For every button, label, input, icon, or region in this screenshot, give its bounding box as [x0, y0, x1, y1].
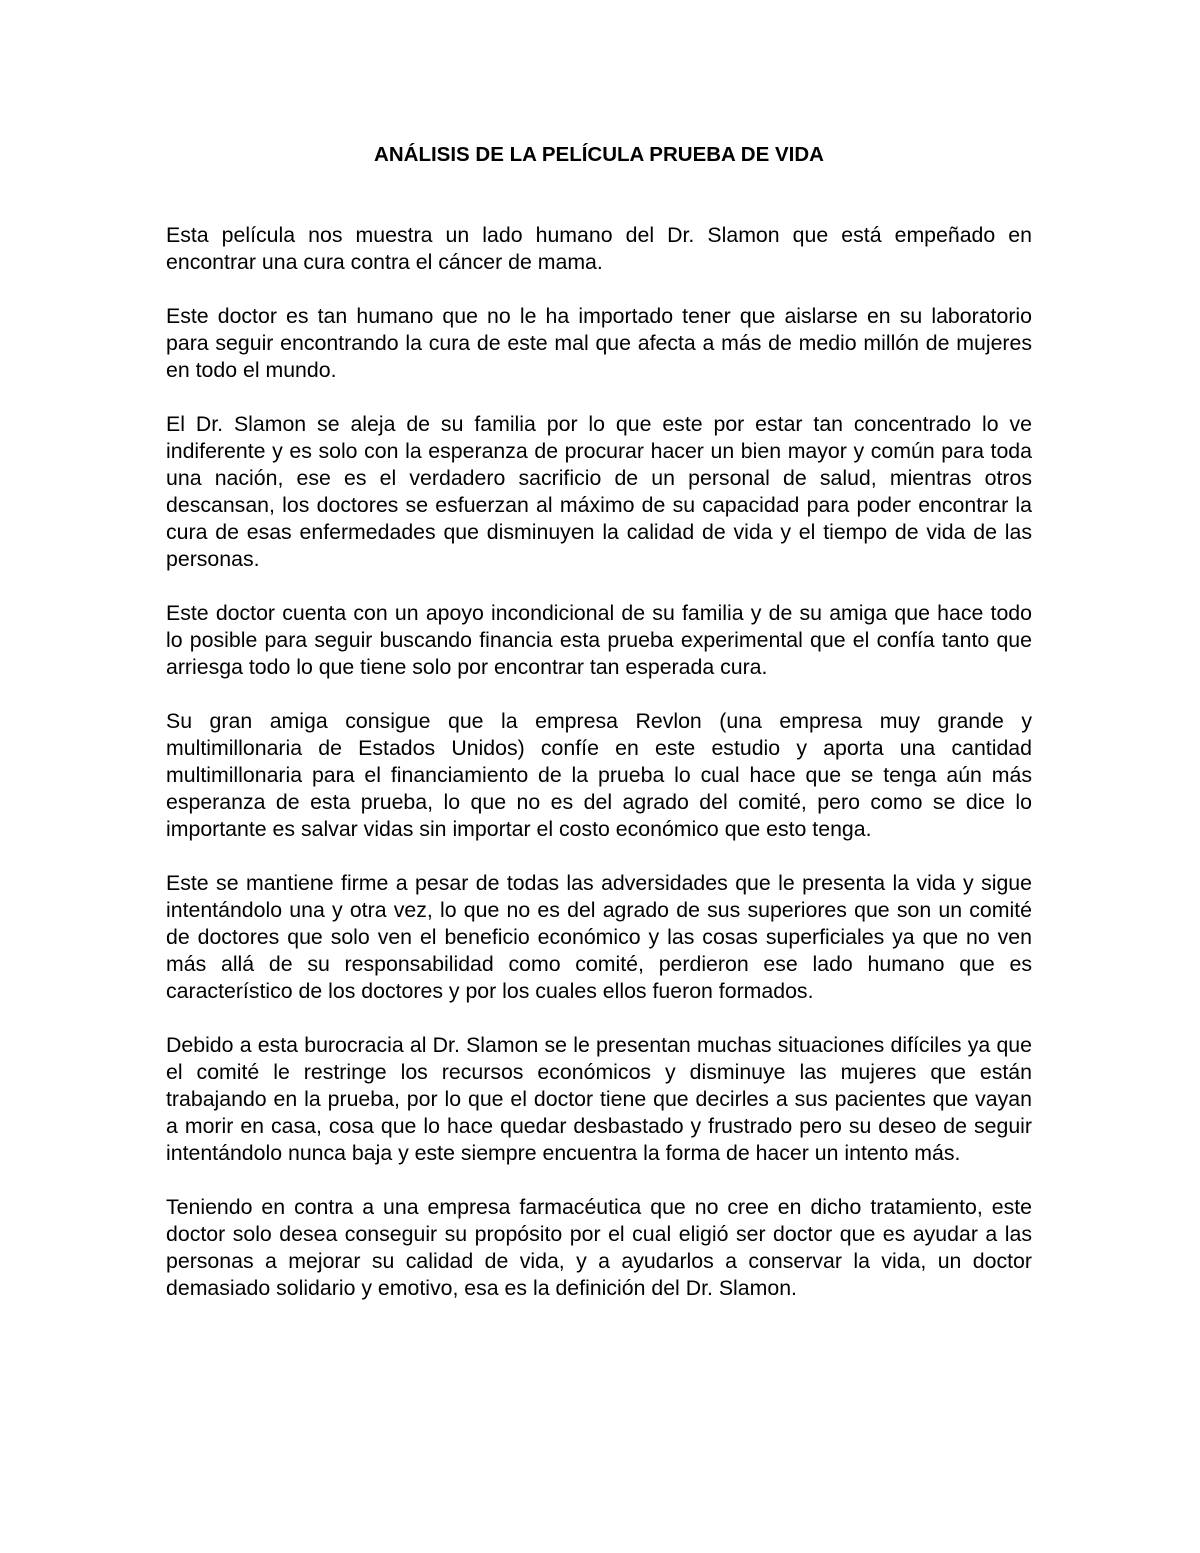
paragraph-1: Esta película nos muestra un lado humano del Dr. Slamon que está empeñado en encontrar una cura contra el cáncer de mama.	[166, 223, 1032, 274]
paragraph-3: El Dr. Slamon se aleja de su familia por lo que este por estar tan concentrado lo ve indiferente y es solo con la esperanza de procurar hacer un bien mayor y común para toda una nación, ese es el verdadero sacrificio de un personal de salud, mientras otros descansan, los doctores se esfuerzan al máximo de su capacidad para poder encontrar la cura de esas enfermedades que disminuyen la calidad de vida y el tiempo de vida de las personas.	[166, 412, 1032, 571]
paragraph-5: Su gran amiga consigue que la empresa Revlon (una empresa muy grande y multimillonaria de Estados Unidos) confíe en este estudio y aporta una cantidad multimillonaria para el financiamiento de la prueba lo cual hace que se tenga aún más esperanza de esta prueba, lo que no es del agrado del comité, pero como se dice lo importante es salvar vidas sin importar el costo económico que esto tenga.	[166, 709, 1032, 841]
paragraph-4: Este doctor cuenta con un apoyo incondicional de su familia y de su amiga que hace todo lo posible para seguir buscando financia esta prueba experimental que el confía tanto que arriesga todo lo que tiene solo por encontrar tan esperada cura.	[166, 601, 1032, 679]
paragraph-7: Debido a esta burocracia al Dr. Slamon se le presentan muchas situaciones difíciles ya que el comité le restringe los recursos económicos y disminuye las mujeres que están trabajando en la prueba, por lo que el doctor tiene que decirles a sus pacientes que vayan a morir en casa, cosa que lo hace quedar desbastado y frustrado pero su deseo de seguir intentándolo nunca baja y este siempre encuentra la forma de hacer un intento más.	[166, 1033, 1032, 1165]
paragraph-8: Teniendo en contra a una empresa farmacéutica que no cree en dicho tratamiento, este doctor solo desea conseguir su propósito por el cual eligió ser doctor que es ayudar a las personas a mejorar su calidad de vida, y a ayudarlos a conservar la vida, un doctor demasiado solidario y emotivo, esa es la definición del Dr. Slamon.	[166, 1195, 1032, 1300]
paragraph-2: Este doctor es tan humano que no le ha importado tener que aislarse en su laboratorio para seguir encontrando la cura de este mal que afecta a más de medio millón de mujeres en todo el mundo.	[166, 304, 1032, 382]
document-title: ANÁLISIS DE LA PELÍCULA PRUEBA DE VIDA	[374, 143, 824, 166]
document-body	[166, 222, 1032, 1329]
paragraph-6: Este se mantiene firme a pesar de todas las adversidades que le presenta la vida y sigue intentándolo una y otra vez, lo que no es del agrado de sus superiores que son un comité de doctores que solo ven el beneficio económico y las cosas superficiales ya que no ven más allá de su responsabilidad como comité, perdieron ese lado humano que es característico de los doctores y por los cuales ellos fueron formados.	[166, 871, 1032, 1003]
